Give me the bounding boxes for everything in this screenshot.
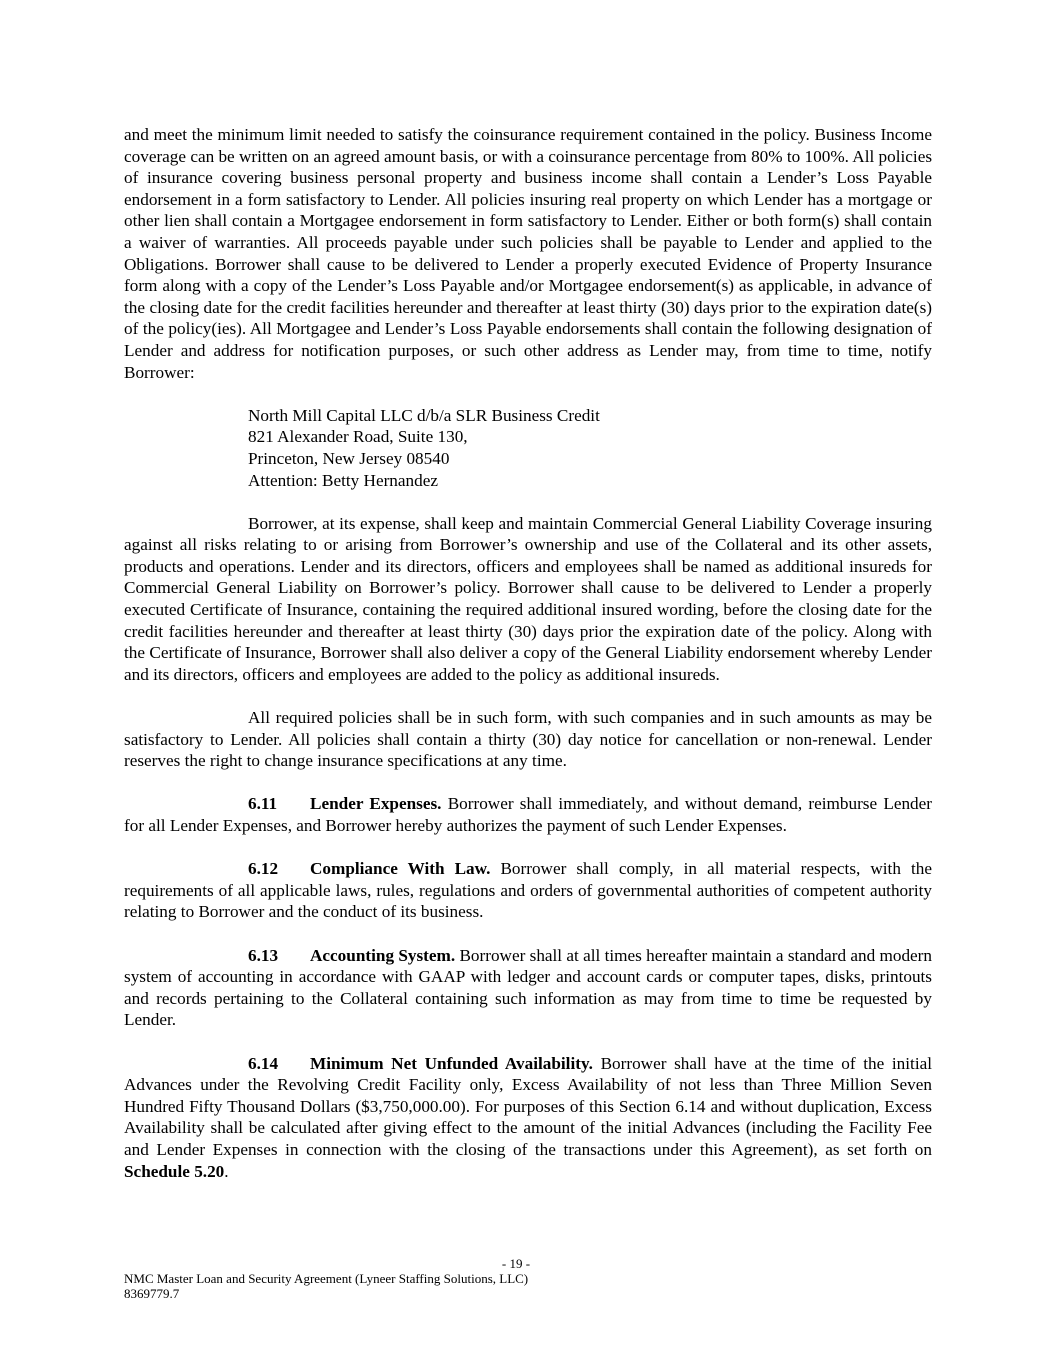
section-body: Borrower shall immediately, and without demand, reimburse Lender for all Lender Expenses, and Borrower hereby authorizes the payment of such Lender Expenses. bbox=[124, 794, 932, 835]
section-6-12 bbox=[124, 858, 932, 923]
section-number: 6.12 bbox=[248, 859, 279, 879]
address-line: 821 Alexander Road, Suite 130, bbox=[248, 427, 468, 447]
page-footer bbox=[124, 1256, 932, 1301]
section-body: Borrower shall at all times hereafter maintain a standard and modern system of accounting in accordance with GAAP with ledger and account cards or computer tapes, disks, printouts and records pertaining to the Collateral containing such information as may from time to time be requested by Lender. bbox=[124, 945, 933, 1030]
section-tail: . bbox=[224, 1161, 229, 1181]
section-title: Lender Expenses. bbox=[310, 794, 442, 814]
section-6-13 bbox=[124, 945, 932, 1031]
address-line: North Mill Capital LLC d/b/a SLR Business Credit bbox=[248, 405, 600, 425]
section-number: 6.13 bbox=[248, 945, 279, 965]
section-title: Accounting System. bbox=[310, 945, 456, 965]
document-title: NMC Master Loan and Security Agreement (Lyneer Staffing Solutions, LLC) bbox=[124, 1271, 529, 1286]
section-6-11 bbox=[124, 793, 932, 836]
document-page bbox=[124, 124, 932, 1182]
address-line: Attention: Betty Hernandez bbox=[248, 470, 438, 490]
section-body: Borrower shall have at the time of the initial Advances under the Revolving Credit Facility only, Excess Availability of not less than Three Million Seven Hundred Fifty Thousand Dollars ($3,750,000.00). For purposes of this Section 6.14 and without duplication, Excess Availability shall be calculated after giving effect to the amount of the initial Advances (including the Facility Fee and Lender Expenses in connection with the closing of the transactions under this Agreement), as set forth on bbox=[124, 1053, 932, 1159]
policies-paragraph: All required policies shall be in such form, with such companies and in such amounts as may be satisfactory to Lender. All policies shall contain a thirty (30) day notice for cancellation or non-renewal. Lender reserves the right to change insurance specifications at any time. bbox=[124, 708, 932, 771]
lender-address-block bbox=[248, 405, 932, 491]
section-number: 6.11 bbox=[248, 794, 278, 814]
section-number: 6.14 bbox=[248, 1053, 279, 1073]
section-title: Minimum Net Unfunded Availability. bbox=[310, 1053, 593, 1073]
section-6-14 bbox=[124, 1053, 932, 1183]
schedule-reference: Schedule 5.20 bbox=[124, 1161, 225, 1181]
address-line: Princeton, New Jersey 08540 bbox=[248, 448, 450, 468]
document-id: 8369779.7 bbox=[124, 1286, 180, 1301]
section-title: Compliance With Law. bbox=[310, 859, 491, 879]
insurance-paragraph: and meet the minimum limit needed to satisfy the coinsurance requirement contained in the policy. Business Income coverage can be written on an agreed amount basis, or with a coinsurance percentage from 80% to 100%. All policies of insurance covering business personal property and business income shall contain a Lender’s Loss Payable endorsement in a form satisfactory to Lender. All policies insuring real property on which Lender has a mortgage or other lien shall contain a Mortgagee endorsement in form satisfactory to Lender. Either or both form(s) shall contain a waiver of warranties. All proceeds payable under such policies shall be payable to Lender and applied to the Obligations. Borrower shall cause to be delivered to Lender a properly executed Evidence of Property Insurance form along with a copy of the Lender’s Loss Payable and/or Mortgagee endorsement(s) as applicable, in advance of the closing date for the credit facilities hereunder and thereafter at least thirty (30) days prior to the expiration date(s) of the policy(ies). All Mortgagee and Lender’s Loss Payable endorsements shall contain the following designation of Lender and address for notification purposes, or such other address as Lender may, from time to time, notify Borrower: bbox=[124, 125, 933, 382]
liability-paragraph: Borrower, at its expense, shall keep and maintain Commercial General Liability Coverage insuring against all risks relating to or arising from Borrower’s ownership and use of the Collateral and its other assets, products and operations. Lender and its directors, officers and employees shall be named as additional insureds for Commercial General Liability on Borrower’s policy. Borrower shall cause to be delivered to Lender a properly executed Certificate of Insurance, containing the required additional insured wording, before the closing date for the credit facilities hereunder and thereafter at least thirty (30) days prior the expiration date of the policy. Along with the Certificate of Insurance, Borrower shall also deliver a copy of the General Liability endorsement whereby Lender and its directors, officers and employees are added to the policy as additional insureds. bbox=[124, 513, 932, 684]
section-body: Borrower shall comply, in all material respects, with the requirements of all applicable laws, rules, regulations and orders of governmental authorities of competent authority relating to Borrower and the conduct of its business. bbox=[124, 859, 932, 922]
page-number: - 19 - bbox=[501, 1256, 531, 1271]
